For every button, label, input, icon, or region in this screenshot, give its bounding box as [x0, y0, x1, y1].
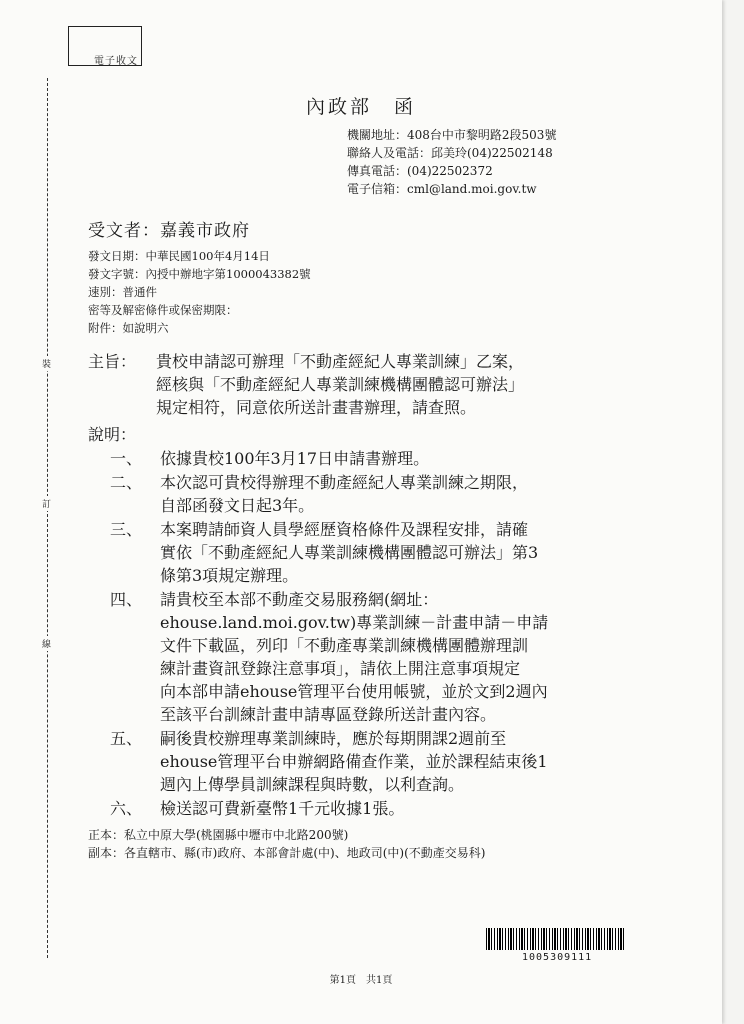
carbon-copy-recipients: 副本：各直轄市、縣(市)政府、本部會計處(中)、地政司(中)(不動產交易科) [88, 846, 486, 860]
item-number: 二、 [110, 473, 143, 492]
item-number: 五、 [110, 729, 143, 748]
explanation-label: 說明： [88, 425, 137, 444]
explanation-item-4 [88, 588, 648, 726]
item-line: 本次認可貴校得辦理不動產經紀人專業訓練之期限， [160, 473, 529, 492]
item-number: 四、 [110, 590, 143, 609]
contact-fax: 傳真電話：(04)22502372 [347, 164, 493, 178]
meta-key: 密等及解密條件或保密期限： [88, 303, 238, 317]
meta-key: 發文日期： [88, 249, 146, 263]
binding-mark-ding: 訂 [42, 496, 51, 511]
item-number: 六、 [110, 799, 143, 818]
item-text [160, 727, 648, 796]
item-text [160, 518, 648, 587]
subject-text [156, 350, 648, 419]
explanation-item-6 [88, 797, 648, 820]
explanation-item-2 [88, 471, 648, 517]
recipient-line: 受文者：嘉義市政府 [88, 221, 250, 241]
original-copy-recipient: 正本：私立中原大學(桃園縣中壢市中北路200號) [88, 828, 349, 842]
subject-line: 經核與「不動產經紀人專業訓練機構團體認可辦法」 [156, 375, 525, 394]
item-number: 三、 [110, 520, 143, 539]
subject-section [88, 350, 648, 419]
document-meta [88, 247, 311, 337]
binding-mark-zhuang: 裝 [42, 356, 51, 371]
item-line: ehouse.land.moi.gov.tw)專業訓練－計畫申請－申請 [160, 613, 549, 632]
subject-line: 貴校申請認可辦理「不動產經紀人專業訓練」乙案， [156, 352, 525, 371]
meta-value: 普通件 [122, 285, 157, 299]
meta-key: 附件： [88, 321, 123, 335]
item-line: 請貴校至本部不動產交易服務網(網址： [160, 590, 439, 609]
distribution-list [88, 826, 485, 862]
item-text [160, 471, 648, 517]
document-title: 內政部 函 [305, 96, 416, 118]
meta-key: 速別： [88, 285, 123, 299]
item-number: 一、 [110, 449, 143, 468]
meta-value: 中華民國100年4月14日 [145, 249, 270, 263]
binding-line [47, 78, 48, 958]
item-text [160, 447, 648, 470]
sender-contact-block [347, 126, 556, 198]
item-line: 練計畫資訊登錄注意事項」，請依上開注意事項規定 [160, 659, 521, 678]
meta-value: 內授中辦地字第1000043382號 [145, 267, 311, 281]
meta-security [88, 301, 311, 319]
explanation-item-5 [88, 727, 648, 796]
item-line: 至該平台訓練計畫申請專區登錄所送計畫內容。 [160, 705, 497, 724]
item-line: 檢送認可費新臺幣1千元收據1張。 [160, 799, 405, 818]
meta-doc-number [88, 265, 311, 283]
meta-date [88, 247, 311, 265]
explanation-item-1 [88, 447, 648, 470]
item-line: 向本部申請ehouse管理平台使用帳號，並於文到2週內 [160, 682, 548, 701]
item-line: 自部函發文日起3年。 [160, 496, 315, 515]
contact-address: 機關地址：408台中市黎明路2段503號 [347, 128, 557, 142]
meta-key: 發文字號： [88, 267, 146, 281]
subject-label: 主旨： [88, 352, 137, 371]
item-line: 實依「不動產經紀人專業訓練機構團體認可辦法」第3 [160, 543, 539, 562]
binding-mark-xian: 線 [42, 636, 51, 651]
explanation-item-3 [88, 518, 648, 587]
item-line: 嗣後貴校辦理專業訓練時，應於每期開課2週前至 [160, 729, 507, 748]
meta-attachment [88, 319, 311, 337]
item-line: 文件下載區，列印「不動產專業訓練機構團體辦理訓 [160, 636, 529, 655]
item-line: ehouse管理平台申辦網路備查作業，並於課程結束後1 [160, 752, 548, 771]
meta-urgency [88, 283, 311, 301]
subject-line: 規定相符，同意依所送計畫書辦理，請查照。 [156, 398, 477, 417]
item-text [160, 797, 648, 820]
barcode [486, 928, 626, 950]
item-line: 週內上傳學員訓練課程與時數，以利查詢。 [160, 775, 465, 794]
meta-value: 如說明六 [122, 321, 169, 335]
page-number: 第1頁 共1頁 [329, 975, 393, 986]
received-stamp-label: 電子收文 [94, 56, 138, 67]
item-line: 條第3項規定辦理。 [160, 566, 299, 585]
item-line: 本案聘請師資人員學經歷資格條件及課程安排，請確 [160, 520, 529, 539]
item-text [160, 588, 648, 726]
barcode-number: 1005309111 [522, 952, 593, 963]
contact-email: 電子信箱：cml@land.moi.gov.tw [347, 182, 537, 196]
letter-body [88, 350, 648, 820]
item-line: 依據貴校100年3月17日申請書辦理。 [160, 449, 430, 468]
contact-person-phone: 聯絡人及電話：邱美玲(04)22502148 [347, 146, 553, 160]
